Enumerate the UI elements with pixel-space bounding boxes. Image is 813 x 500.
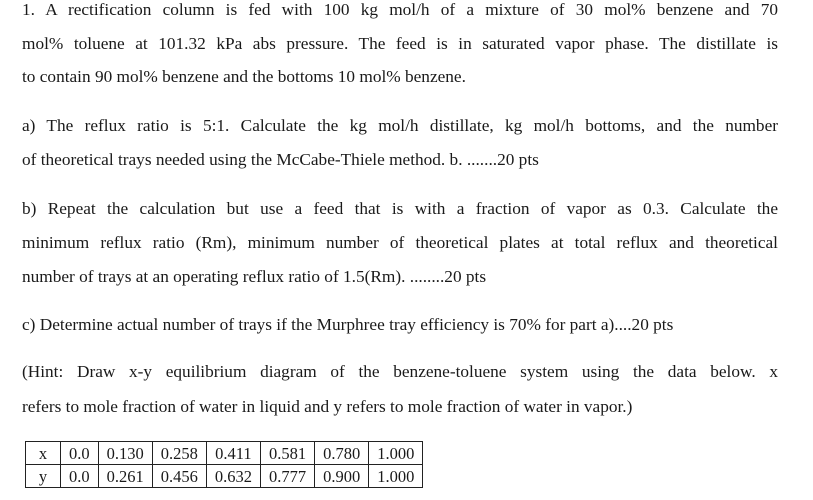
hint-line-1: (Hint: Draw x-y equilibrium diagram of the benzene-toluene system using the data below. x xyxy=(22,362,778,381)
x-value-cell: 0.130 xyxy=(98,442,152,465)
table-row-y xyxy=(26,465,423,488)
part-b-line-3: number of trays at an operating reflux ratio of 1.5(Rm). ........20 pts xyxy=(22,267,487,286)
problem-statement-line-3: to contain 90 mol% benzene and the bottoms 10 mol% benzene. xyxy=(22,67,466,86)
problem-statement-line-2: mol% toluene at 101.32 kPa abs pressure. The feed is in saturated vapor phase. The distillate is xyxy=(22,34,778,53)
part-a-line-2: of theoretical trays needed using the McCabe-Thiele method. b. .......20 pts xyxy=(22,150,539,169)
part-b-line-2: minimum reflux ratio (Rm), minimum number of theoretical plates at total reflux and theoretical xyxy=(22,233,778,252)
part-a-line-1: a) The reflux ratio is 5:1. Calculate the kg mol/h distillate, kg mol/h bottoms, and the number xyxy=(22,116,778,135)
x-value-cell: 0.411 xyxy=(206,442,260,465)
problem-statement-line-1: 1. A rectification column is fed with 100 kg mol/h of a mixture of 30 mol% benzene and 70 xyxy=(22,0,778,19)
hint-line-2: refers to mole fraction of water in liquid and y refers to mole fraction of water in vapor.) xyxy=(22,397,633,416)
part-b-line-1: b) Repeat the calculation but use a feed that is with a fraction of vapor as 0.3. Calculate the xyxy=(22,199,778,218)
x-value-cell: 0.581 xyxy=(261,442,315,465)
part-c-line-1: c) Determine actual number of trays if the Murphree tray efficiency is 70% for part a)....20 pts xyxy=(22,315,674,334)
y-value-cell: 0.261 xyxy=(98,465,152,488)
row-header-y: y xyxy=(26,465,61,488)
equilibrium-data-table xyxy=(25,441,423,488)
y-value-cell: 0.900 xyxy=(315,465,369,488)
x-value-cell: 0.780 xyxy=(315,442,369,465)
y-value-cell: 0.632 xyxy=(206,465,260,488)
y-value-cell: 0.456 xyxy=(152,465,206,488)
y-value-cell: 1.000 xyxy=(369,465,423,488)
x-value-cell: 1.000 xyxy=(369,442,423,465)
x-value-cell: 0.258 xyxy=(152,442,206,465)
x-value-cell: 0.0 xyxy=(61,442,99,465)
y-value-cell: 0.777 xyxy=(261,465,315,488)
table-row-x xyxy=(26,442,423,465)
y-value-cell: 0.0 xyxy=(61,465,99,488)
row-header-x: x xyxy=(26,442,61,465)
